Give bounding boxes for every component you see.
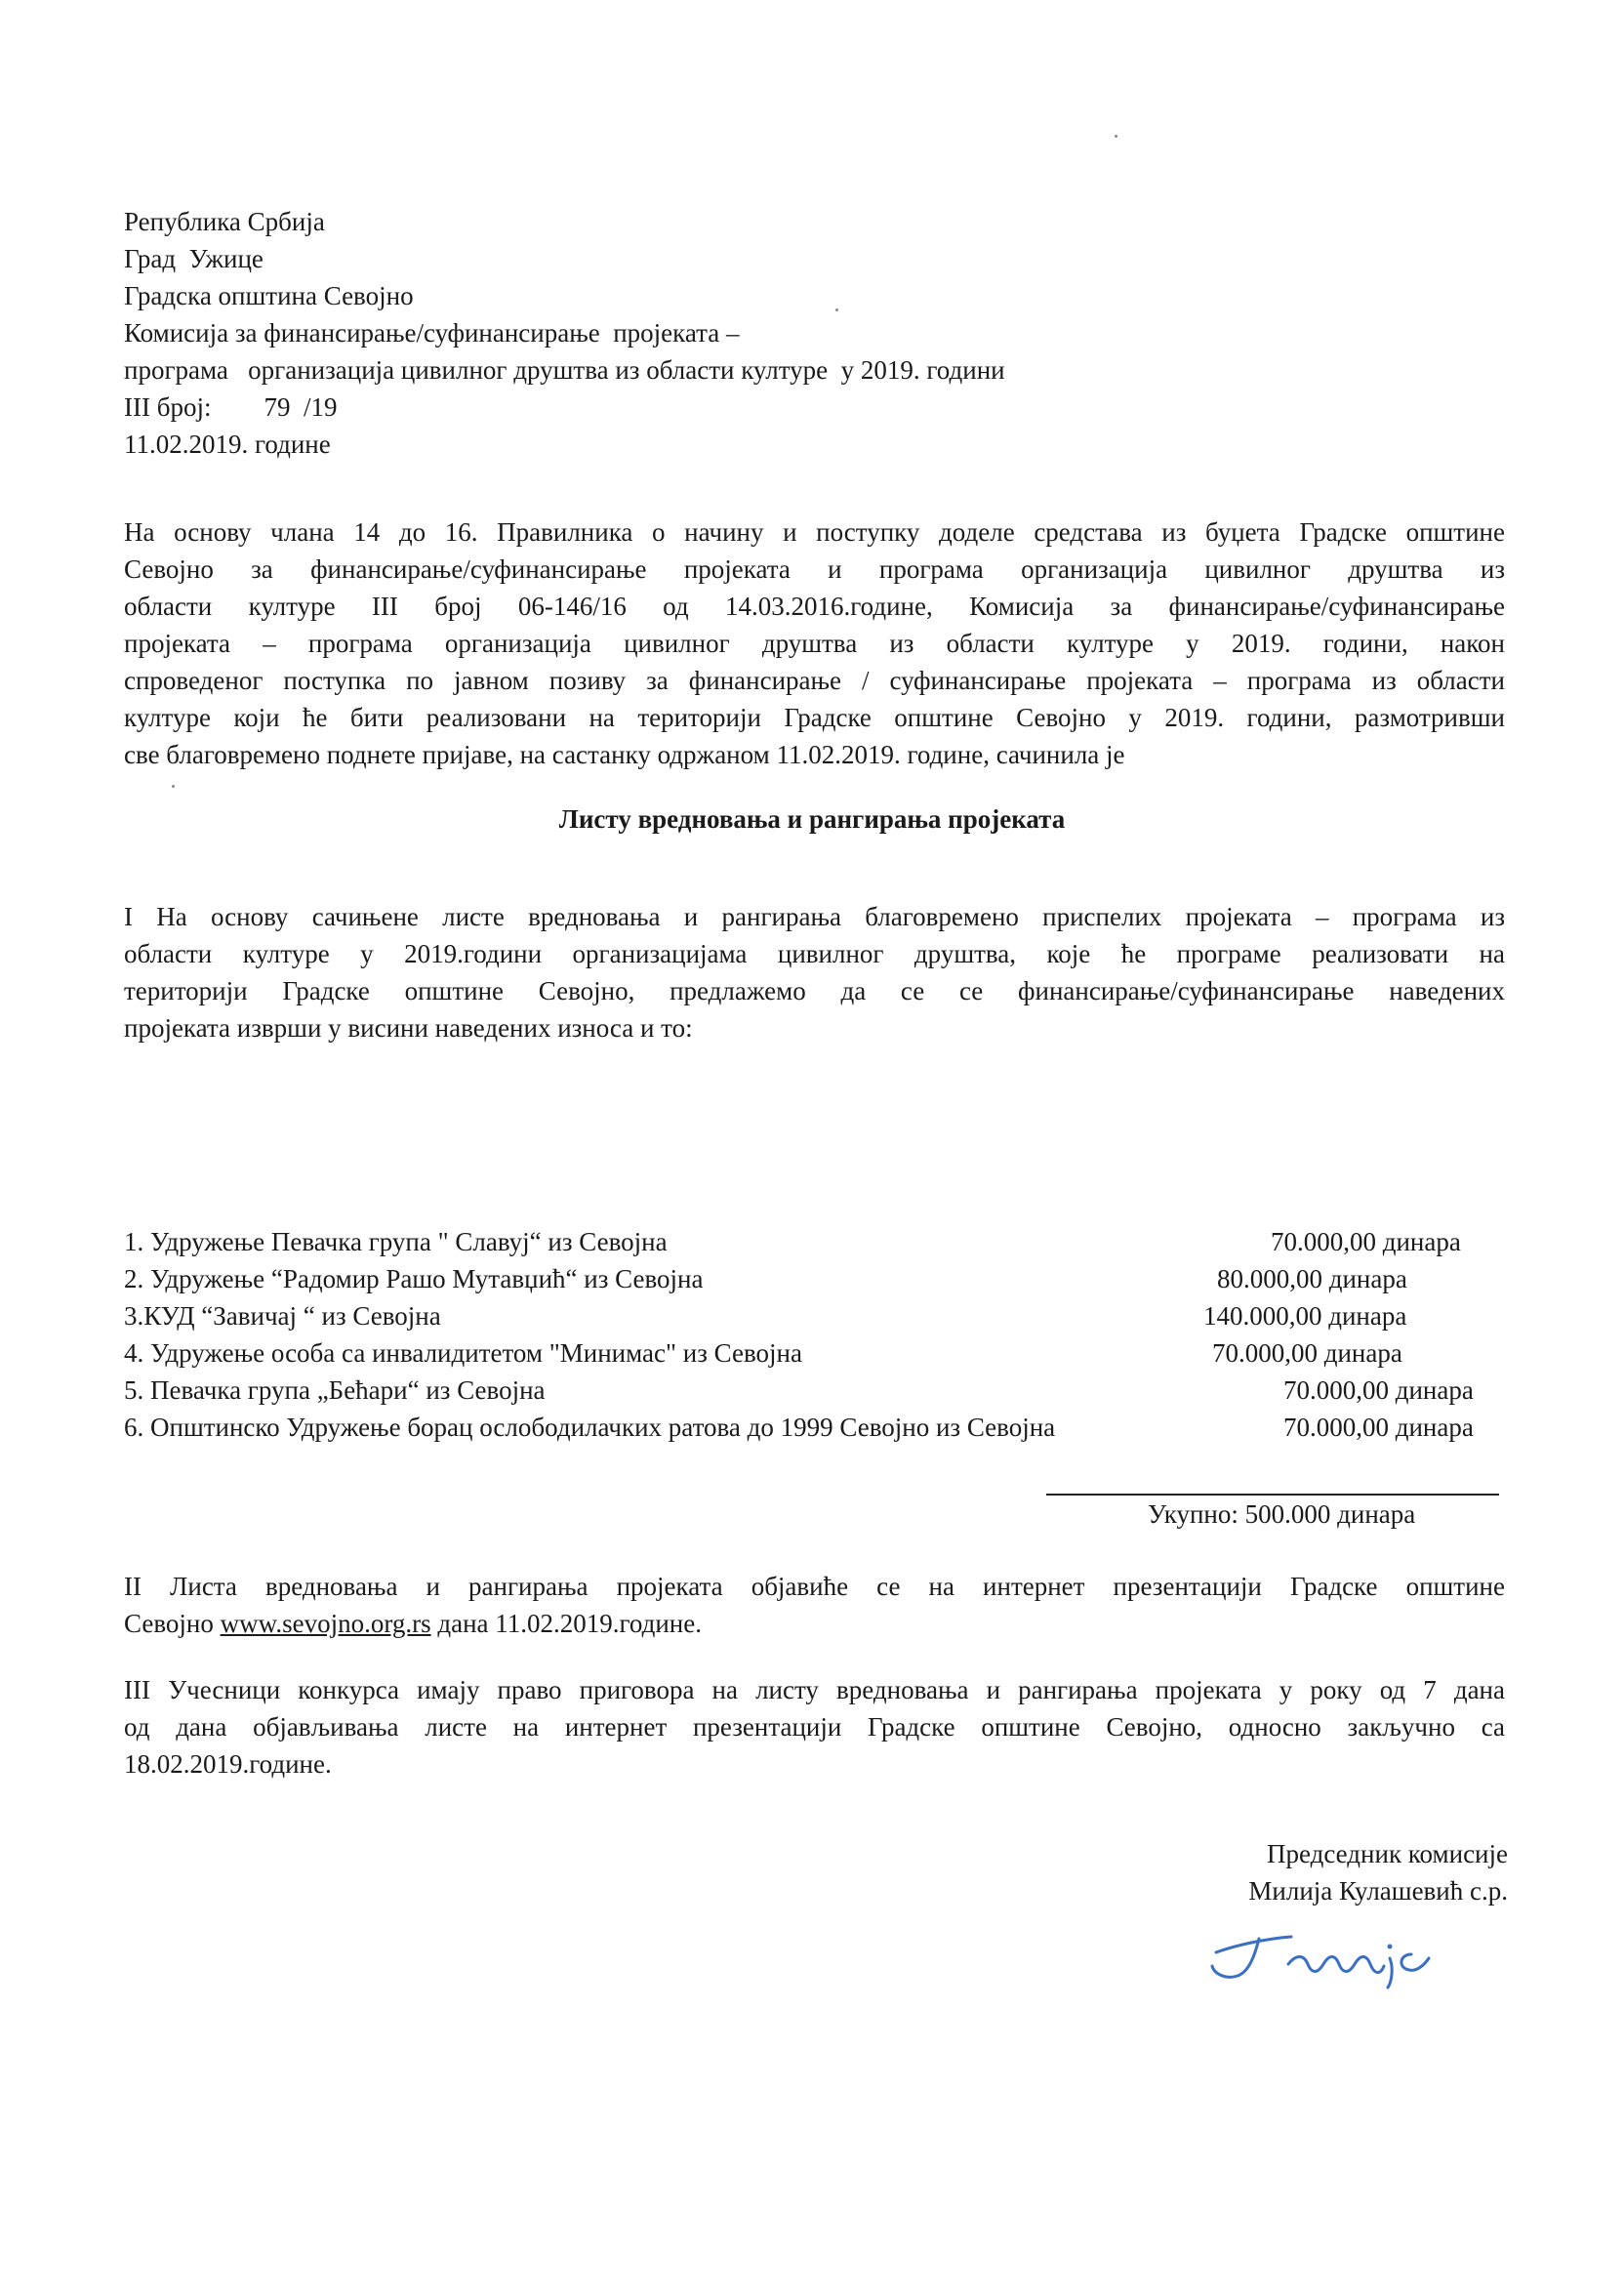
section-3-line: III Учесници конкурса имају право приговора на листу вредновања и рангирања пројеката у року од 7 дана: [124, 1675, 1505, 1704]
intro-line: пројеката – програма организација цивилног друштва из области културе у 2019. години, након: [124, 629, 1505, 658]
intro-line: спроведеног поступка по јавном позиву за финансирање / суфинансирање пројеката – програма из области: [124, 666, 1505, 695]
section-1-line: пројеката изврши у висини наведених износа и то:: [124, 1013, 693, 1043]
project-amount: 70.000,00 динара: [1283, 1413, 1474, 1442]
section-1-line: области културе у 2019.години организацијама цивилног друштва, које ће програме реализовати на: [124, 939, 1505, 968]
project-label: 6. Општинско Удружење борац ослободилачких ратова до 1999 Севојно из Севојна: [124, 1413, 1056, 1442]
section-1-paragraph: [124, 898, 1505, 1046]
header-municipality: Градска општина Севојно: [124, 281, 414, 310]
project-amount: 70.000,00 динара: [1271, 1227, 1461, 1256]
list-item: [124, 1260, 1520, 1297]
header-commission: Комисија за финансирање/суфинансирање пројеката –: [124, 318, 740, 348]
document-title: Листу вредновања и рангирања пројеката: [558, 804, 1066, 834]
project-list: [124, 1223, 1520, 1446]
section-1-line: I На основу сачињене листе вредновања и рангирања благовремено приспелих пројеката – програма из: [124, 902, 1505, 931]
header-city: Град Ужице: [124, 244, 264, 273]
section-2-line: II Листа вредновања и рангирања пројеката објавиће се на интернет презентацији Градске општине: [124, 1572, 1505, 1601]
project-label: 3.КУД “Завичај “ из Севојна: [124, 1301, 441, 1331]
list-item: [124, 1372, 1520, 1409]
signature-role: Председник комисије: [1267, 1839, 1508, 1868]
website-link[interactable]: www.sevojno.org.rs: [220, 1609, 431, 1638]
project-amount: 80.000,00 динара: [1217, 1264, 1407, 1293]
intro-line: области културе III број 06-146/16 од 14.03.2016.године, Комисија за финансирање/суфинансирање: [124, 592, 1505, 621]
project-amount: 70.000,00 динара: [1212, 1338, 1402, 1368]
intro-paragraph: [124, 513, 1505, 773]
section-2-prefix: Севојно: [124, 1609, 221, 1638]
total-amount: Укупно: 500.000 динара: [1148, 1499, 1416, 1529]
intro-line: Севојно за финансирање/суфинансирање пројеката и програма организација цивилног друштва из: [124, 554, 1505, 584]
intro-line: све благовремено поднете пријаве, на састанку одржаном 11.02.2019. године, сачинила је: [124, 740, 1125, 769]
header-country: Република Србија: [124, 207, 325, 236]
section-3-line: 18.02.2019.године.: [124, 1749, 332, 1779]
scan-speck: [835, 308, 838, 311]
handwritten-signature: [1198, 1925, 1491, 1993]
section-3-paragraph: [124, 1671, 1505, 1783]
section-2-line: [124, 1605, 1505, 1642]
project-label: 2. Удружење “Радомир Рашо Мутавџић“ из Севојна: [124, 1264, 704, 1293]
project-label: 4. Удружење особа са инвалидитетом "Минимас" из Севојна: [124, 1338, 802, 1368]
list-item: [124, 1297, 1520, 1334]
intro-line: културе који ће бити реализовани на територији Градске општине Севојно у 2019. години, размотривши: [124, 703, 1505, 732]
document-header: [124, 203, 1295, 463]
project-label: 5. Певачка група „Бећари“ из Севојна: [124, 1375, 546, 1405]
intro-line: На основу члана 14 до 16. Правилника о начину и поступку доделе средстава из буџета Градске општине: [124, 517, 1505, 547]
list-item: [124, 1409, 1520, 1446]
scan-speck: [172, 785, 175, 788]
section-1-line: територији Градске општине Севојно, предлажемо да се се финансирање/суфинансирање наведених: [124, 976, 1505, 1005]
section-2-paragraph: [124, 1568, 1505, 1642]
signature-name: Милија Кулашевић с.р.: [1248, 1876, 1508, 1906]
header-commission-cont: програма организација цивилног друштва из области културе у 2019. години: [124, 355, 1005, 385]
signature-block: [1166, 1835, 1508, 1909]
section-2-suffix: дана 11.02.2019.године.: [430, 1609, 702, 1638]
list-item: [124, 1334, 1520, 1372]
project-label: 1. Удружење Певачка група " Славуј“ из Севојна: [124, 1227, 668, 1256]
project-amount: 140.000,00 динара: [1203, 1301, 1407, 1331]
project-amount: 70.000,00 динара: [1283, 1375, 1474, 1405]
header-reference-number: III број: 79 /19: [124, 392, 338, 422]
scan-speck: [1115, 135, 1117, 138]
header-date: 11.02.2019. године: [124, 430, 331, 459]
section-3-line: од дана објављивања листе на интернет презентацији Градске општине Севојно, односно закључно са: [124, 1712, 1505, 1742]
list-item: [124, 1223, 1520, 1260]
